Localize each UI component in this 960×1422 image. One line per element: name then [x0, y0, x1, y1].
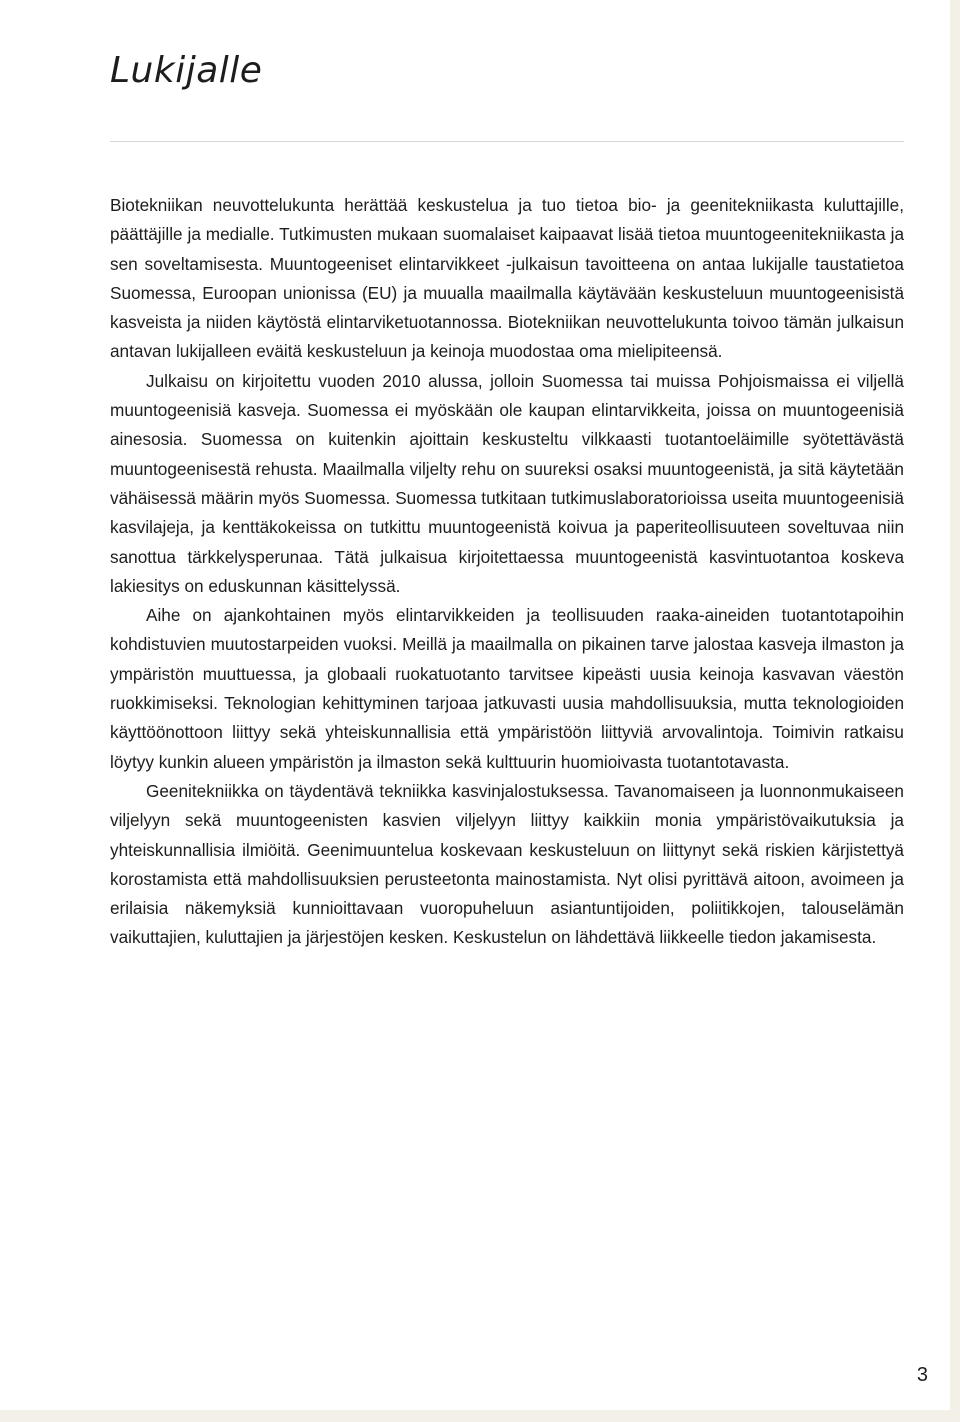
page-title: Lukijalle [110, 50, 263, 91]
paragraph-4: Geenitekniikka on täydentävä tekniikka kasvinjalostuksessa. Tavanomaiseen ja luonnonmukaiseen viljelyyn sekä muuntogeenisten kasvien viljelyyn liittyy kaikkiin monia ympäristövaikutuksia ja yhteiskunnallisia ilmiöitä. Geenimuuntelua koskevaan keskusteluun on liittynyt sekä riskien kärjistettyä korostamista että mahdollisuuksien perusteetonta mainostamista. Nyt olisi pyrittävä aitoon, avoimeen ja erilaisia näkemyksiä kunnioittavaan vuoropuheluun asiantuntijoiden, poliitikkojen, talouselämän vaikuttajien, kuluttajien ja järjestöjen kesken. Keskustelun on lähdettävä liikkeelle tiedon jakamisesta. [110, 780, 904, 948]
paragraph-1: Biotekniikan neuvottelukunta herättää keskustelua ja tuo tietoa bio- ja geenitekniikasta kuluttajille, päättäjille ja medialle. Tutkimusten mukaan suomalaiset kaipaavat lisää tietoa muuntogeenitekniikasta ja sen soveltamisesta. Muuntogeeniset elintarvikkeet -julkaisun tavoitteena on antaa lukijalle taustatietoa Suomessa, Euroopan unionissa (EU) ja muualla maailmalla käytävään keskusteluun muuntogeenisistä kasveista ja niiden käytöstä elintarviketuotannossa. Biotekniikan neuvottelukunta toivoo tämän julkaisun antavan lukijalleen eväitä keskusteluun ja keinoja muodostaa oma mielipiteensä. [110, 195, 904, 362]
title-divider [110, 141, 904, 142]
paragraph-2: Julkaisu on kirjoitettu vuoden 2010 alussa, jolloin Suomessa tai muissa Pohjoismaissa ei viljellä muuntogeenisiä kasveja. Suomessa ei myöskään ole kaupan elintarvikkeita, joissa on muuntogeenisiä ainesosia. Suomessa on kuitenkin ajoittain keskusteltu vilkkaasti tuotantoeläimille syötettävästä muuntogeenisestä rehusta. Maailmalla viljelty rehu on suureksi osaksi muuntogeenistä, ja sitä käytetään vähäisessä määrin myös Suomessa. Suomessa tutkitaan tutkimuslaboratorioissa useita muuntogeenisiä kasvilajeja, ja kenttäkokeissa on tutkittu muuntogeenistä koivua ja paperiteollisuuteen soveltuvaa niin sanottua tärkkelysperunaa. Tätä julkaisua kirjoitettaessa muuntogeenistä kasvintuotantoa koskeva lakiesitys on eduskunnan käsittelyssä. [110, 370, 904, 596]
body-text [110, 191, 904, 953]
page-number: 3 [916, 1364, 928, 1386]
paragraph-3: Aihe on ajankohtainen myös elintarvikkeiden ja teollisuuden raaka-aineiden tuotantotapoihin kohdistuvien muutostarpeiden vuoksi. Meillä ja maailmalla on pikainen tarve jalostaa kasveja ilmaston ja ympäristön muuttuessa, ja globaali ruokatuotanto tarvitsee kipeästi uusia keinoja kasvavan väestön ruokkimiseksi. Teknologian kehittyminen tarjoaa jatkuvasti uusia mahdollisuuksia, mutta teknologioiden käyttöönottoon liittyy sekä yhteiskunnallisia että ympäristöön liittyviä arvovalintoja. Toimivin ratkaisu löytyy kunkin alueen ympäristön ja ilmaston sekä kulttuurin huomioivasta tuotantotavasta. [110, 605, 904, 772]
